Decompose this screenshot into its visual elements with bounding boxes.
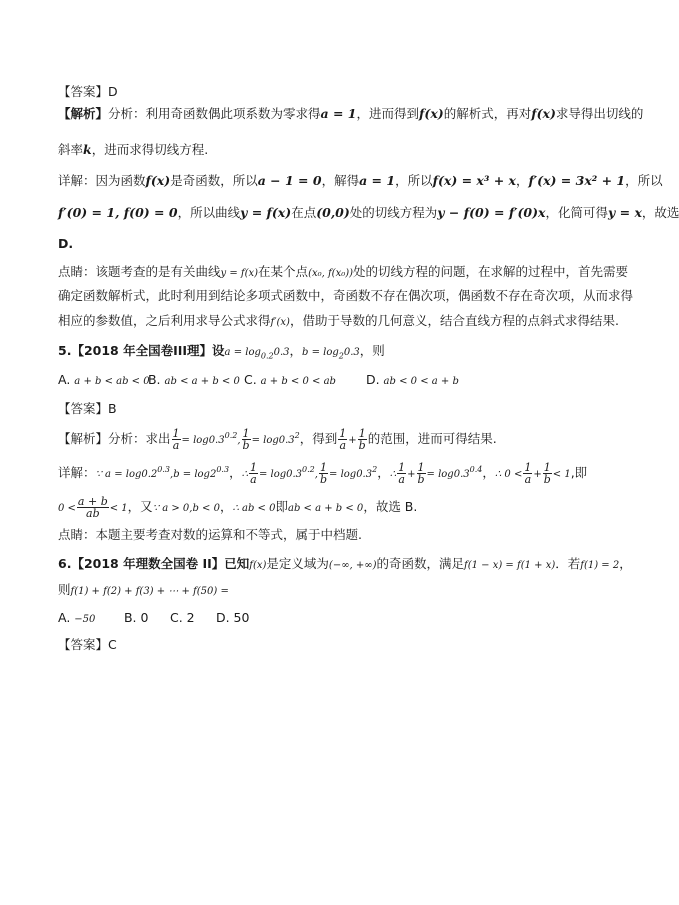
text: ，所以 xyxy=(625,173,663,188)
text: 即 xyxy=(275,499,288,514)
fraction xyxy=(338,428,347,451)
math: a − 1 = 0 xyxy=(257,173,322,188)
comment-line-1 xyxy=(58,264,628,282)
text: 斜率 xyxy=(58,142,84,157)
math: ∵ a = log0.2 xyxy=(95,469,158,481)
fraction xyxy=(242,428,251,451)
math: , xyxy=(314,469,318,481)
text: 是定义域为 xyxy=(266,556,329,571)
answer-text: 【答案】D xyxy=(58,84,118,99)
math: (0,0) xyxy=(316,205,350,220)
denominator: a xyxy=(339,439,347,453)
question-header: 5.【2018 年全国卷III理】设 xyxy=(58,343,225,358)
text: ， xyxy=(619,556,632,571)
math: y = f(x) xyxy=(220,268,259,279)
text: ，则 xyxy=(359,343,385,358)
math: 0 < xyxy=(58,503,76,514)
detail-line-2 xyxy=(58,205,679,221)
text: ，解得 xyxy=(321,173,360,188)
math: 0.3 xyxy=(273,347,290,358)
math: f(x) xyxy=(249,560,267,571)
fraction xyxy=(543,462,552,485)
math: f(1) = 2 xyxy=(580,560,620,571)
option-a xyxy=(58,610,120,628)
text: ， xyxy=(219,499,233,514)
detail-line-3 xyxy=(58,236,73,252)
text: ，所以 xyxy=(395,173,433,188)
option-a xyxy=(58,372,150,390)
fraction xyxy=(319,462,328,485)
math: a + b < ab < 0 xyxy=(74,376,150,387)
text: ，借助于导数的几何意义，结合直线方程的点斜式求得结果. xyxy=(289,313,619,328)
math: 2 xyxy=(338,351,344,361)
math: f(x) xyxy=(531,106,556,121)
math: = log0.3 xyxy=(251,435,295,447)
analysis-line-2 xyxy=(58,142,208,158)
comment-line-3 xyxy=(58,313,619,331)
analysis-2-line-1 xyxy=(58,428,497,451)
math: = log0.3 xyxy=(426,469,470,481)
denominator: a xyxy=(524,473,532,487)
text: 的范围，进而可得结果. xyxy=(367,431,497,447)
math: a + b < 0 < ab xyxy=(260,376,336,387)
math: f(1) + f(2) + f(3) + ⋯ + f(50) = xyxy=(70,586,229,597)
math: −50 xyxy=(74,614,96,625)
denominator: b xyxy=(543,473,551,487)
text: 详解：因为函数 xyxy=(58,173,146,188)
math: ∴ 0 < xyxy=(494,469,523,481)
math: ,b = log2 xyxy=(170,469,217,481)
text: ，故选 B. xyxy=(363,499,418,514)
text: 相应的参数值，之后利用求导公式求得 xyxy=(58,313,271,328)
denominator: ab xyxy=(86,507,100,520)
text: ，所以曲线 xyxy=(177,205,241,220)
detail-line-1 xyxy=(58,173,663,189)
math: ∴ xyxy=(241,469,248,481)
math: ab < 0 < a + b xyxy=(383,376,459,387)
math: + xyxy=(348,435,357,447)
option-b xyxy=(148,372,240,390)
analysis-tag: 【解析】 xyxy=(58,106,109,121)
math: f′(x) = 3x² + 1 xyxy=(528,173,626,188)
numerator: 1 xyxy=(524,461,532,475)
math: a = 1 xyxy=(359,173,396,188)
detail-2-line-2 xyxy=(58,496,417,519)
numerator: 1 xyxy=(172,427,180,441)
answer-2 xyxy=(58,401,117,417)
math: 0.3 xyxy=(216,465,230,474)
text: 分析：利用奇函数偶此项系数为零求得 xyxy=(108,106,321,121)
math: f(1 − x) = f(1 + x) xyxy=(464,560,556,571)
math: ab < a + b < 0 xyxy=(164,376,240,387)
math: 0.2 xyxy=(302,465,315,474)
text: ，故选 xyxy=(641,205,679,220)
text: ，化简可得 xyxy=(545,205,608,220)
math: f′(0) = 1, f(0) = 0 xyxy=(58,205,178,220)
question-6-options xyxy=(58,610,249,628)
option-c xyxy=(170,610,212,626)
math: , xyxy=(237,435,241,447)
text: ， xyxy=(377,465,390,481)
math: y = x xyxy=(608,205,642,220)
comment-2 xyxy=(58,527,362,543)
math: = log0.3 xyxy=(181,435,225,447)
question-6 xyxy=(58,556,632,574)
numerator: 1 xyxy=(319,461,327,475)
option-label: D. xyxy=(365,372,380,387)
option-d xyxy=(216,610,249,626)
math: b = log xyxy=(302,347,339,358)
fraction xyxy=(358,428,367,451)
math: f(x) xyxy=(145,173,171,188)
math: 0.2 xyxy=(260,351,274,361)
text: 处的切线方程为 xyxy=(349,205,438,220)
text: D. xyxy=(58,236,74,251)
option-label: B. 0 xyxy=(123,610,149,625)
option-label: C. 2 xyxy=(169,610,195,625)
fraction xyxy=(523,462,532,485)
math: f′(x) xyxy=(270,317,290,328)
math: a = log xyxy=(224,347,261,358)
math: f(x) xyxy=(419,106,444,121)
denominator: a xyxy=(250,473,257,487)
math: 2 xyxy=(294,431,300,440)
math: + xyxy=(533,469,542,481)
text: ，进而求得切线方程. xyxy=(91,142,209,157)
fraction xyxy=(77,496,109,519)
math: 0.2 xyxy=(224,431,238,440)
numerator: 1 xyxy=(417,461,425,475)
text: 的解析式，再对 xyxy=(443,106,532,121)
numerator: a + b xyxy=(77,495,108,508)
question-header: 6.【2018 年理数全国卷 II】已知 xyxy=(58,556,250,571)
answer-1 xyxy=(58,84,118,100)
detail-2-line-1 xyxy=(58,462,587,485)
math: ∴ ab < 0 xyxy=(232,503,276,514)
math: k xyxy=(83,142,92,157)
numerator: 1 xyxy=(242,427,250,441)
denominator: a xyxy=(398,473,405,487)
numerator: 1 xyxy=(339,427,347,441)
text: 详解： xyxy=(58,465,96,481)
comment-line-2 xyxy=(58,288,633,304)
option-label: A. xyxy=(58,372,71,387)
math: + xyxy=(407,469,416,481)
text: ，得到 xyxy=(299,431,338,447)
analysis-line-1 xyxy=(58,106,643,122)
math: f(x) = x³ + x xyxy=(432,173,516,188)
text: 求导得出切线的 xyxy=(555,106,644,121)
math: ab < a + b < 0 xyxy=(288,503,364,514)
math: 0.3 xyxy=(157,465,171,474)
math: y − f(0) = f′(0)x xyxy=(437,205,546,220)
fraction xyxy=(397,462,406,485)
math: ∵ a > 0,b < 0 xyxy=(152,503,220,514)
numerator: 1 xyxy=(249,461,257,475)
option-label: A. xyxy=(58,610,71,625)
math: 2 xyxy=(372,465,378,474)
denominator: b xyxy=(242,439,250,453)
denominator: b xyxy=(358,439,366,453)
answer-text: 【答案】B xyxy=(58,401,117,416)
numerator: 1 xyxy=(543,461,551,475)
math: 0.4 xyxy=(469,465,483,474)
math: < 1 xyxy=(109,503,128,514)
text: ， xyxy=(515,173,529,188)
text: 【解析】分析：求出 xyxy=(58,431,171,447)
text: ， xyxy=(229,465,242,481)
text: ， xyxy=(482,465,495,481)
option-d xyxy=(366,372,459,390)
math: (−∞, +∞) xyxy=(328,560,377,571)
text: 在某个点 xyxy=(258,264,309,279)
fraction xyxy=(416,462,425,485)
question-5 xyxy=(58,343,385,365)
text: ,即 xyxy=(570,465,588,481)
option-label: C. xyxy=(243,372,257,387)
math: = log0.3 xyxy=(329,469,373,481)
text: 则 xyxy=(58,582,71,597)
numerator: 1 xyxy=(398,461,406,475)
question-6-line-2 xyxy=(58,582,229,600)
text: ，又 xyxy=(127,499,153,514)
text: 在点 xyxy=(291,205,317,220)
text: 是奇函数，所以 xyxy=(170,173,258,188)
fraction xyxy=(172,428,181,451)
text: 点睛：该题考查的是有关曲线 xyxy=(58,264,221,279)
text: 的奇函数，满足 xyxy=(376,556,465,571)
denominator: b xyxy=(319,473,328,487)
math: = log0.3 xyxy=(258,469,303,481)
math: ∴ xyxy=(389,469,397,481)
answer-3 xyxy=(58,637,117,653)
text: ，进而得到 xyxy=(356,106,420,121)
text: ．若 xyxy=(555,556,581,571)
text: ， xyxy=(289,343,303,358)
option-c xyxy=(244,372,362,390)
text: 点睛：本题主要考查对数的运算和不等式，属于中档题. xyxy=(58,527,362,542)
answer-text: 【答案】C xyxy=(58,637,117,652)
text: 确定函数解析式，此时利用到结论多项式函数中，奇函数不存在偶次项，偶函数不存在奇次项，从而求得 xyxy=(58,288,634,303)
math: (x₀, f(x₀)) xyxy=(308,268,354,279)
math: a = 1 xyxy=(320,106,357,121)
numerator: 1 xyxy=(358,427,366,441)
text: 处的切线方程的问题，在求解的过程中，首先需要 xyxy=(353,264,629,279)
option-label: D. 50 xyxy=(215,610,250,625)
math: < 1 xyxy=(552,469,571,481)
math: y = f(x) xyxy=(240,205,292,220)
denominator: b xyxy=(417,473,425,487)
fraction xyxy=(249,462,258,485)
question-5-options xyxy=(58,372,459,390)
math: 0.3 xyxy=(343,347,360,358)
denominator: a xyxy=(172,439,180,453)
option-label: B. xyxy=(147,372,161,387)
option-b xyxy=(124,610,166,626)
